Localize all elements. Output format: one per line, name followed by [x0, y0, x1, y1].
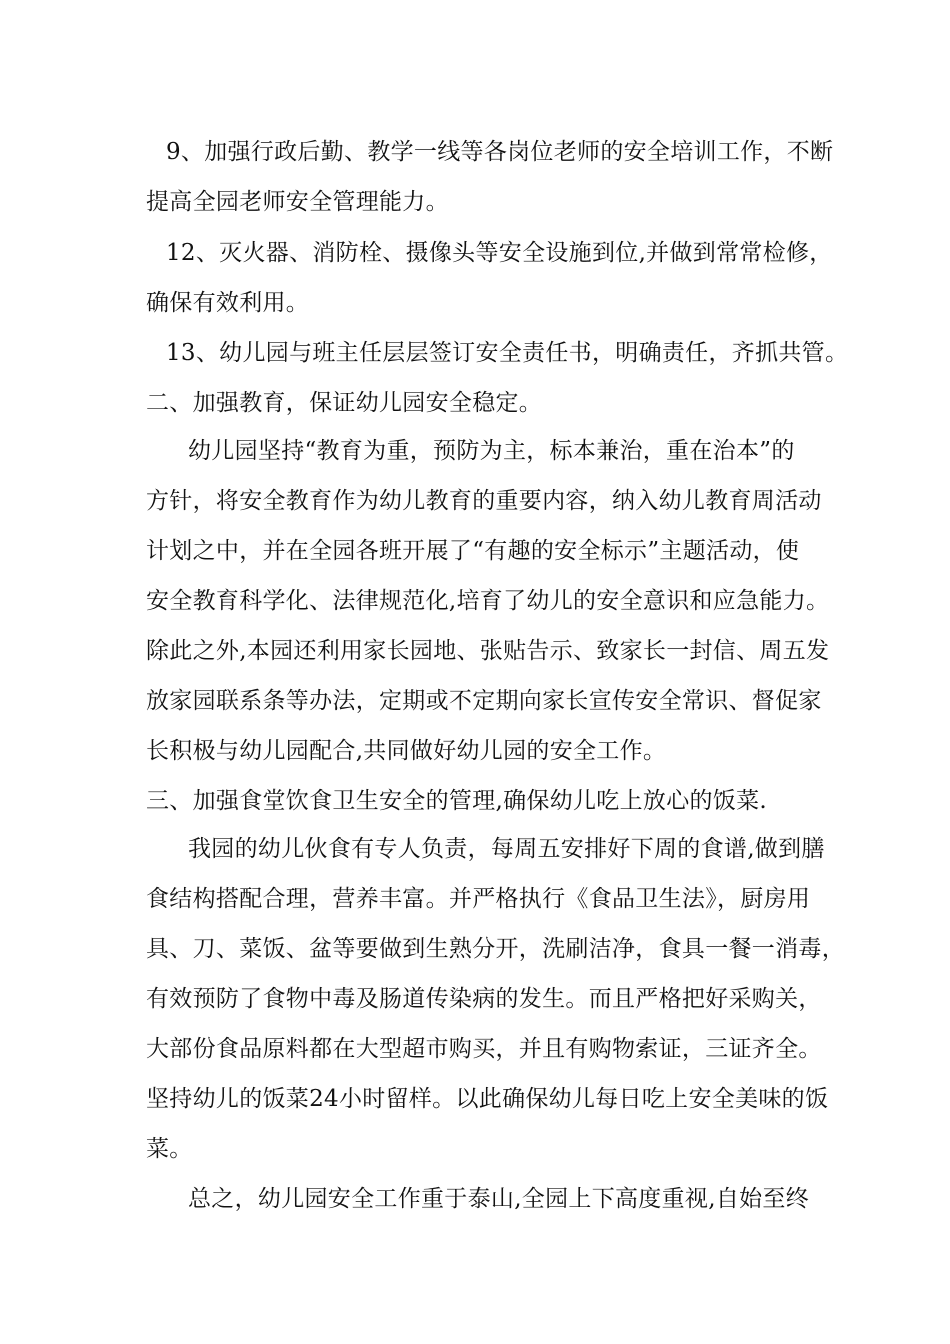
paragraph-line: 大部份食品原料都在大型超市购买，并且有购物索证，三证齐全。: [146, 1036, 822, 1062]
paragraph-line: 食结构搭配合理，营养丰富。并严格执行《食品卫生法》，厨房用: [146, 886, 811, 912]
paragraph-line: 安全教育科学化、法律规范化,培育了幼儿的安全意识和应急能力。: [146, 588, 830, 614]
text-line-item-13: 13、幼儿园与班主任层层签订安全责任书，明确责任，齐抓共管。: [166, 340, 849, 366]
section-heading-2: 二、加强教育，保证幼儿园安全稳定。: [146, 390, 543, 416]
text-line-item-12: 12、灭火器、消防栓、摄像头等安全设施到位,并做到常常检修，: [166, 240, 833, 266]
paragraph-line: 菜。: [146, 1136, 193, 1162]
paragraph-line: 长积极与幼儿园配合,共同做好幼儿园的安全工作。: [146, 738, 667, 764]
paragraph-line: 计划之中，并在全园各班开展了“有趣的安全标示”主题活动，使: [146, 538, 800, 564]
paragraph-line: 方针，将安全教育作为幼儿教育的重要内容，纳入幼儿教育周活动: [146, 488, 822, 514]
paragraph-line: 我园的幼儿伙食有专人负责，每周五安排好下周的食谱,做到膳: [188, 836, 825, 862]
paragraph-line: 放家园联系条等办法，定期或不定期向家长宣传安全常识、督促家: [146, 688, 822, 714]
text-line-item-12-cont: 确保有效利用。: [146, 290, 310, 316]
paragraph-line: 幼儿园坚持“教育为重，预防为主，标本兼治，重在治本”的: [188, 438, 795, 464]
paragraph-line: 除此之外,本园还利用家长园地、张贴告示、致家长一封信、周五发: [146, 638, 830, 664]
section-heading-3: 三、加强食堂饮食卫生安全的管理,确保幼儿吃上放心的饭菜.: [146, 788, 768, 814]
text-line-item-9: 9、加强行政后勤、教学一线等各岗位老师的安全培训工作，不断: [166, 139, 834, 165]
text-line-item-9-cont: 提高全园老师安全管理能力。: [146, 189, 449, 215]
paragraph-line: 有效预防了食物中毒及肠道传染病的发生。而且严格把好采购关，: [146, 986, 822, 1012]
paragraph-line: 总之，幼儿园安全工作重于泰山,全园上下高度重视,自始至终: [188, 1186, 810, 1212]
paragraph-line: 具、刀、菜饭、盆等要做到生熟分开，洗刷洁净，食具一餐一消毒，: [146, 936, 845, 962]
paragraph-line: 坚持幼儿的饭菜24小时留样。以此确保幼儿每日吃上安全美味的饭: [146, 1086, 829, 1112]
